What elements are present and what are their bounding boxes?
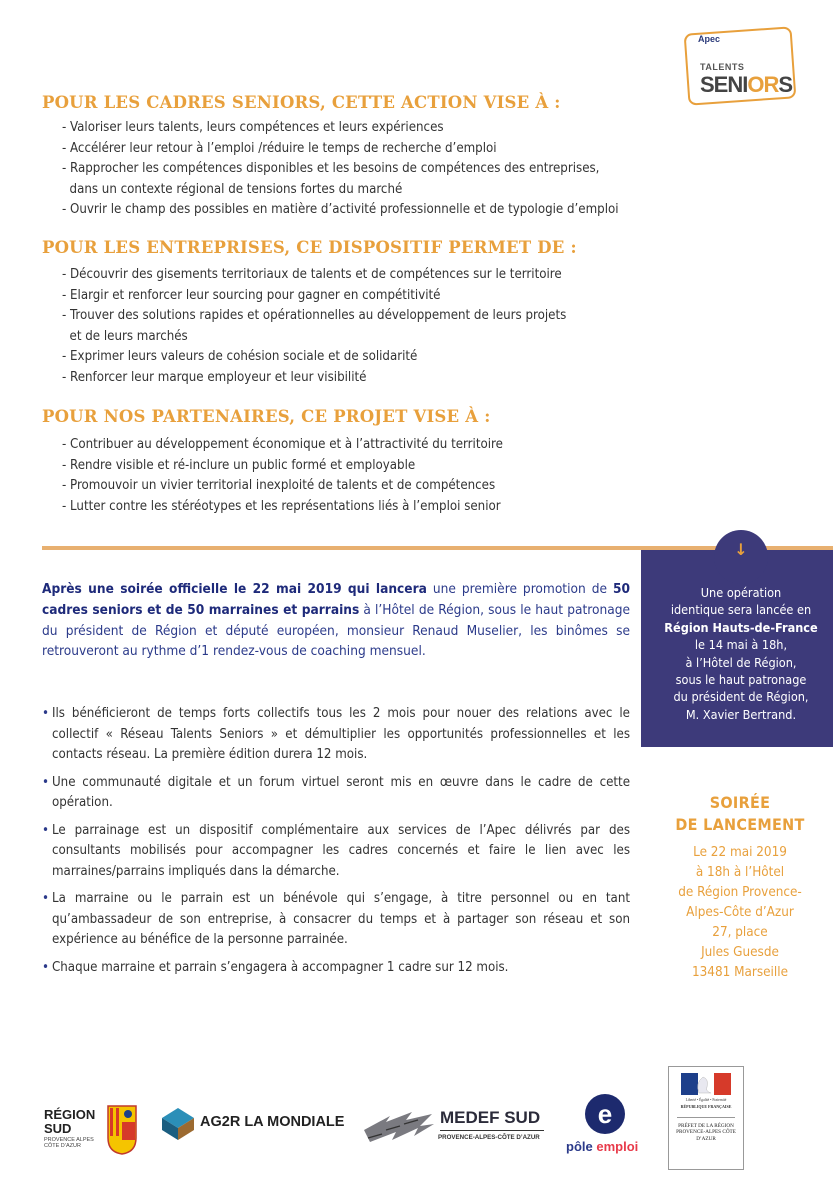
sidebox-line: le 14 mai à 18h, [694, 637, 788, 653]
medef-sud-logo [362, 1104, 547, 1152]
section-title-partenaires: POUR NOS PARTENAIRES, CE PROJET VISE À : [42, 407, 491, 426]
intro-text-2: à l’Hôtel de Région, sous le haut patronage du président de Région et député européen, monsieur Renaud Muselier, les binômes se retrouveront au rythme d’1 rendez-vous de coaching mensuel. [42, 601, 630, 660]
soiree-title [665, 792, 815, 836]
list-item: - Rendre visible et ré-inclure un public formé et employable [62, 457, 416, 473]
intro-text-1: une première promotion de [426, 581, 613, 597]
list-item: - Lutter contre les stéréotypes et les représentations liés à l’emploi senior [62, 498, 501, 514]
seniors-part-2: OR [747, 72, 779, 97]
sidebox-line: sous le haut patronage [675, 672, 807, 688]
bullet-item: • Une communauté digitale et un forum virtuel seront mis en œuvre dans le cadre de cette opération. [42, 773, 630, 814]
intro-bold-2: 50 cadres seniors et de 50 marraines et parrains [42, 581, 630, 618]
soiree-details [660, 843, 820, 983]
list-item: - Valoriser leurs talents, leurs compétences et leurs expériences [62, 120, 444, 135]
list-item: - Accélérer leur retour à l’emploi /réduire le temps de recherche d’emploi [62, 140, 497, 156]
pole-text-2: emploi [592, 1139, 639, 1154]
soiree-line: Jules Guesde [701, 945, 779, 960]
seniors-part-3: S [778, 72, 793, 97]
sidebox-line: identique sera lancée en [670, 602, 812, 618]
list-item: - Trouver des solutions rapides et opérationnelles au développement de leurs projets [62, 308, 567, 323]
soiree-line: Alpes-Côte d’Azur [686, 905, 794, 920]
list-item: et de leurs marchés [62, 328, 188, 344]
bullet-item: • Chaque marraine et parrain s’engagera à accompagner 1 cadre sur 12 mois. [42, 958, 630, 979]
intro-paragraph [42, 579, 630, 662]
bullet-list [42, 704, 630, 985]
ag2r-text: AG2R LA MONDIALE [200, 1114, 345, 1130]
marianne-flag-icon [681, 1073, 731, 1095]
sidebox-line: Une opération [700, 585, 782, 600]
soiree-title-line: SOIRÉE [709, 793, 771, 812]
sidebox-line: à l’Hôtel de Région, [685, 654, 797, 670]
medef-text: MEDEF SUD [440, 1108, 541, 1127]
bullet-item: • La marraine ou le parrain est un bénévole qui s’engage, à titre personnel ou en tant qu’ambassadeur de son entreprise, à consacrer du temps et à partager son réseau et son expérience au bénéfice de la personne parrainée. [42, 889, 630, 951]
list-item: - Exprimer leurs valeurs de cohésion sociale et de solidarité [62, 349, 418, 364]
ag2r-cube-icon [160, 1106, 196, 1142]
pole-emploi-text [566, 1139, 638, 1154]
soiree-line: à 18h à l’Hôtel [695, 865, 785, 880]
soiree-line: de Région Provence- [678, 885, 802, 900]
region-sud-text-3: PROVENCE ALPES CÔTE D’AZUR [44, 1137, 94, 1149]
soiree-line: 13481 Marseille [691, 965, 789, 980]
pole-emploi-logo [562, 1093, 647, 1159]
prefet-region-logo [668, 1066, 744, 1170]
list-entreprises [62, 265, 566, 388]
bullet-item: • Le parrainage est un dispositif complémentaire aux services de l’Apec délivrés par des consultants mobilisés pour accompagner les cadres concernés et faire le lien avec les marraines/parrains impliqués dans la démarche. [42, 821, 630, 883]
list-item: - Contribuer au développement économique et à l’attractivité du territoire [62, 437, 503, 452]
hauts-de-france-text [656, 584, 826, 723]
medef-underline [440, 1130, 544, 1131]
seniors-label [700, 72, 792, 98]
list-item: dans un contexte régional de tensions fortes du marché [62, 181, 403, 197]
arrow-down-icon: ↓ [734, 540, 748, 559]
bullet-item: • Ils bénéficieront de temps forts collectifs tous les 2 mois pour nouer des relations avec le collectif « Réseau Talents Seniors » et démultiplier les opportunités professionnelles et les contacts réseau. La première édition durera 12 mois. [42, 704, 630, 766]
prefet-republique: RÉPUBLIQUE FRANÇAISE [680, 1104, 732, 1109]
intro-bold-1: Après une soirée officielle le 22 mai 2019 qui lancera [42, 581, 427, 597]
apec-label: Apec [698, 34, 721, 44]
list-item: - Rapprocher les compétences disponibles et les besoins de compétences des entreprises, [62, 161, 600, 176]
talents-seniors-logo [682, 24, 798, 104]
list-item: - Promouvoir un vivier territorial inexploité de talents et de compétences [62, 478, 496, 493]
sidebox-line: M. Xavier Bertrand. [685, 706, 797, 722]
list-item: - Elargir et renforcer leur sourcing pour gagner en compétitivité [62, 287, 441, 303]
list-item: - Ouvrir le champ des possibles en matière d’activité professionnelle et de typologie d’emploi [62, 202, 619, 217]
sidebox-line-bold: Région Hauts-de-France [664, 619, 818, 635]
list-item: - Renforcer leur marque employeur et leur visibilité [62, 369, 367, 385]
soiree-title-line: DE LANCEMENT [675, 815, 805, 834]
region-crest-icon [106, 1104, 138, 1156]
seniors-part-1: SENI [700, 72, 748, 97]
pole-text-1: pôle [566, 1139, 593, 1154]
medef-birds-icon [362, 1108, 436, 1148]
pole-emploi-globe-icon [584, 1093, 626, 1135]
ag2r-logo [160, 1104, 355, 1144]
section-title-cadres: POUR LES CADRES SENIORS, CETTE ACTION VISE À : [42, 93, 561, 112]
soiree-line: 27, place [712, 925, 768, 940]
list-partenaires [62, 435, 503, 517]
talents-label: TALENTS [700, 62, 745, 72]
medef-region-text: PROVENCE-ALPES-CÔTE D’AZUR [438, 1134, 540, 1141]
prefet-region-text: PRÉFET DE LA RÉGION PROVENCE-ALPES CÔTE D’AZUR [676, 1123, 736, 1142]
region-sud-logo [44, 1102, 144, 1160]
soiree-line: Le 22 mai 2019 [693, 845, 787, 860]
section-title-entreprises: POUR LES ENTREPRISES, CE DISPOSITIF PERMET DE : [42, 238, 577, 257]
sidebox-line: du président de Région, [673, 689, 809, 705]
list-cadres [62, 118, 619, 221]
prefet-separator [677, 1117, 735, 1118]
list-item: - Découvrir des gisements territoriaux de talents et de compétences sur le territoire [62, 267, 562, 282]
pole-e-letter: e [597, 1099, 613, 1129]
region-sud-text-1: RÉGION [44, 1107, 96, 1122]
arrow-badge [714, 530, 768, 570]
prefet-motto: Liberté • Égalité • Fraternité [685, 1098, 727, 1102]
region-sud-text-2: SUD [44, 1121, 72, 1136]
